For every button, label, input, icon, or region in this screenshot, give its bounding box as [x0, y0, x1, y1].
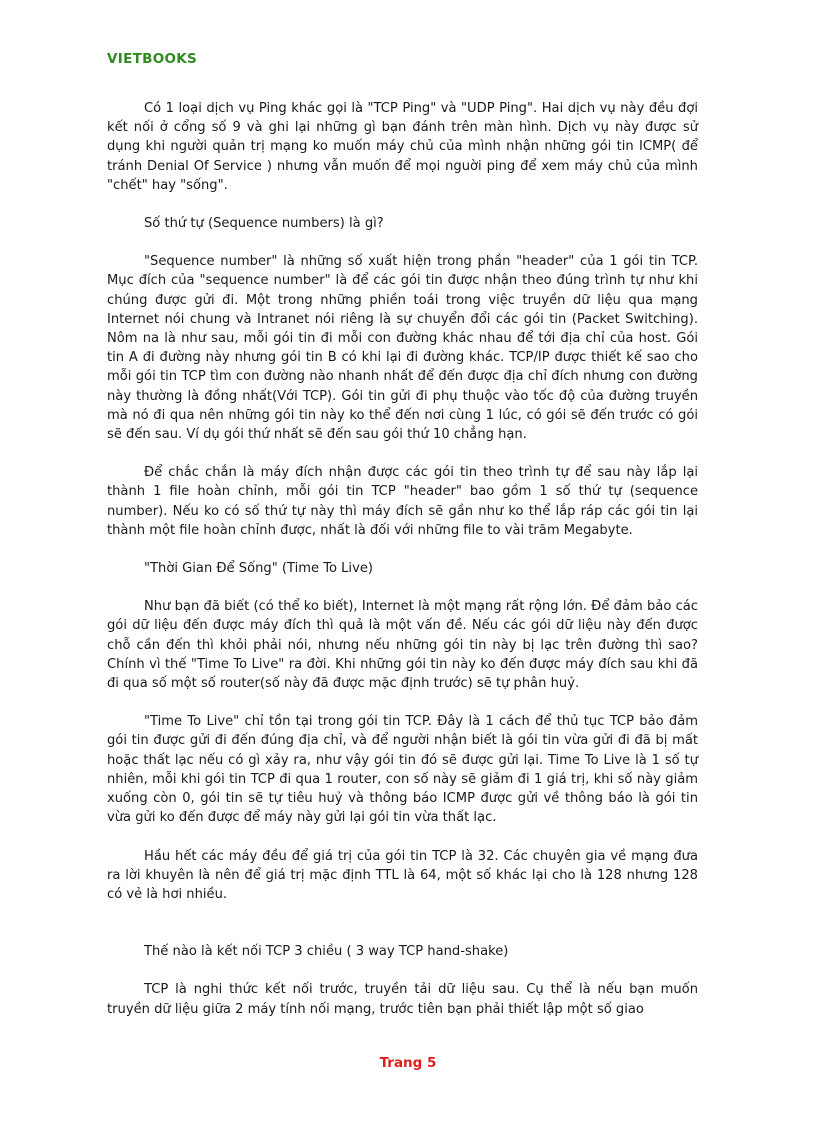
document-body	[107, 99, 698, 1038]
paragraph-ttl: "Time To Live" chỉ tồn tại trong gói tin TCP. Đây là 1 cách để thủ tục TCP bảo đảm gói tin được gửi đi đến đúng địa chỉ, và để người nhận biết là gói tin vừa gửi đi đã bị mất hoặc thất lạc nếu có gì xảy ra, như vậy gói tin đó sẽ được gửi lại. Time To Live là 1 số tự nhiên, mỗi khi gói tin TCP đi qua 1 router, con số này sẽ giảm đi 1 giá trị, khi số này giảm xuống còn 0, gói tin sẽ tự tiêu huỷ và thông báo ICMP được gửi về thông báo là gói tin vừa gửi ko đến được để máy này gửi lại gói tin vừa thất lạc.	[107, 714, 698, 826]
paragraph-internet: Như bạn đã biết (có thể ko biết), Internet là một mạng rất rộng lớn. Để đảm bảo các gói dữ liệu đến được máy đích thì quả là một vấn đề. Nếu các gói dữ liệu này đến được chỗ cần đến thì khỏi phải nói, nhưng nếu những gói tin này bị lạc trên đường thì sao?Chính vì thế "Time To Live" ra đời. Khi những gói tin này ko đến được máy đích sau khi đã đi qua số một số router(số này đã được mặc định trước) sẽ tự phân huỷ.	[107, 599, 698, 692]
heading-three-way-handshake: Thế nào là kết nối TCP 3 chiều ( 3 way TCP hand-shake)	[144, 944, 509, 960]
paragraph-sequence-number: "Sequence number" là những số xuất hiện trong phần "header" của 1 gói tin TCP. Mục đích của "sequence number" là để các gói tin được nhận theo đúng trình tự như khi chúng được gửi đi. Một trong những phiền toái trong việc truyền dữ liệu qua mạng Internet nói chung và Intranet nói riêng là sự chuyển đổi các gói tin (Packet Switching). Nôm na là như sau, mỗi gói tin đi mỗi con đường khác nhau để tới địa chỉ của host. Gói tin A đi đường này nhưng gói tin B có khi lại đi đường khác. TCP/IP được thiết kế sao cho mỗi gói tin TCP tìm con đường nào nhanh nhất để đến được địa chỉ đích nhưng con đường này thường là đồng nhất(Với TCP). Gói tin gửi đi phụ thuộc vào tốc độ của đường truyền mà nó đi qua nên những gói tin này ko thể đến nơi cùng 1 lúc, có gói sẽ đến trước có gói sẽ đến sau. Ví dụ gói thứ nhất sẽ đến sau gói thứ 10 chẳng hạn.	[107, 254, 698, 443]
paragraph-tcp-ping: Có 1 loại dịch vụ Ping khác gọi là "TCP Ping" và "UDP Ping". Hai dịch vụ này đều đợi kết nối ở cổng số 9 và ghi lại những gì bạn đánh trên màn hình. Dịch vụ này được sử dụng khi người quản trị mạng ko muốn máy chủ của mình nhận những gói tin ICMP( để tránh Denial Of Service ) nhưng vẫn muốn để mọi nguời ping để xem máy chủ của mình "chết" hay "sống".	[107, 101, 698, 193]
paragraph-tcp-protocol: TCP là nghi thức kết nối trước, truyền tải dữ liệu sau. Cụ thể là nếu bạn muốn truyền dữ liệu giữa 2 máy tính nối mạng, trước tiên bạn phải thiết lập một số giao	[107, 982, 698, 1017]
paragraph-sequence-order: Để chắc chắn là máy đích nhận được các gói tin theo trình tự để sau này lắp lại thành 1 file hoàn chỉnh, mỗi gói tin TCP "header" bao gồm 1 số thứ tự (sequence number). Nếu ko có số thứ tự này thì máy đích sẽ gần như ko thể lắp ráp các gói tin lại thành một file hoàn chỉnh được, nhất là đối với những file to vài trăm Megabyte.	[107, 465, 698, 538]
header-brand: VIETBOOKS	[107, 51, 198, 67]
heading-sequence-numbers: Số thứ tự (Sequence numbers) là gì?	[144, 216, 384, 232]
paragraph-ttl-values: Hầu hết các máy đều để giá trị của gói tin TCP là 32. Các chuyên gia về mạng đưa ra lời khuyên là nên để giá trị mặc định TTL là 64, một số khác lại cho là 128 nhưng 128 có vẻ là hơi nhiều.	[107, 848, 698, 902]
heading-time-to-live: "Thời Gian Để Sống" (Time To Live)	[144, 561, 373, 577]
page-number: Trang 5	[379, 1055, 437, 1071]
